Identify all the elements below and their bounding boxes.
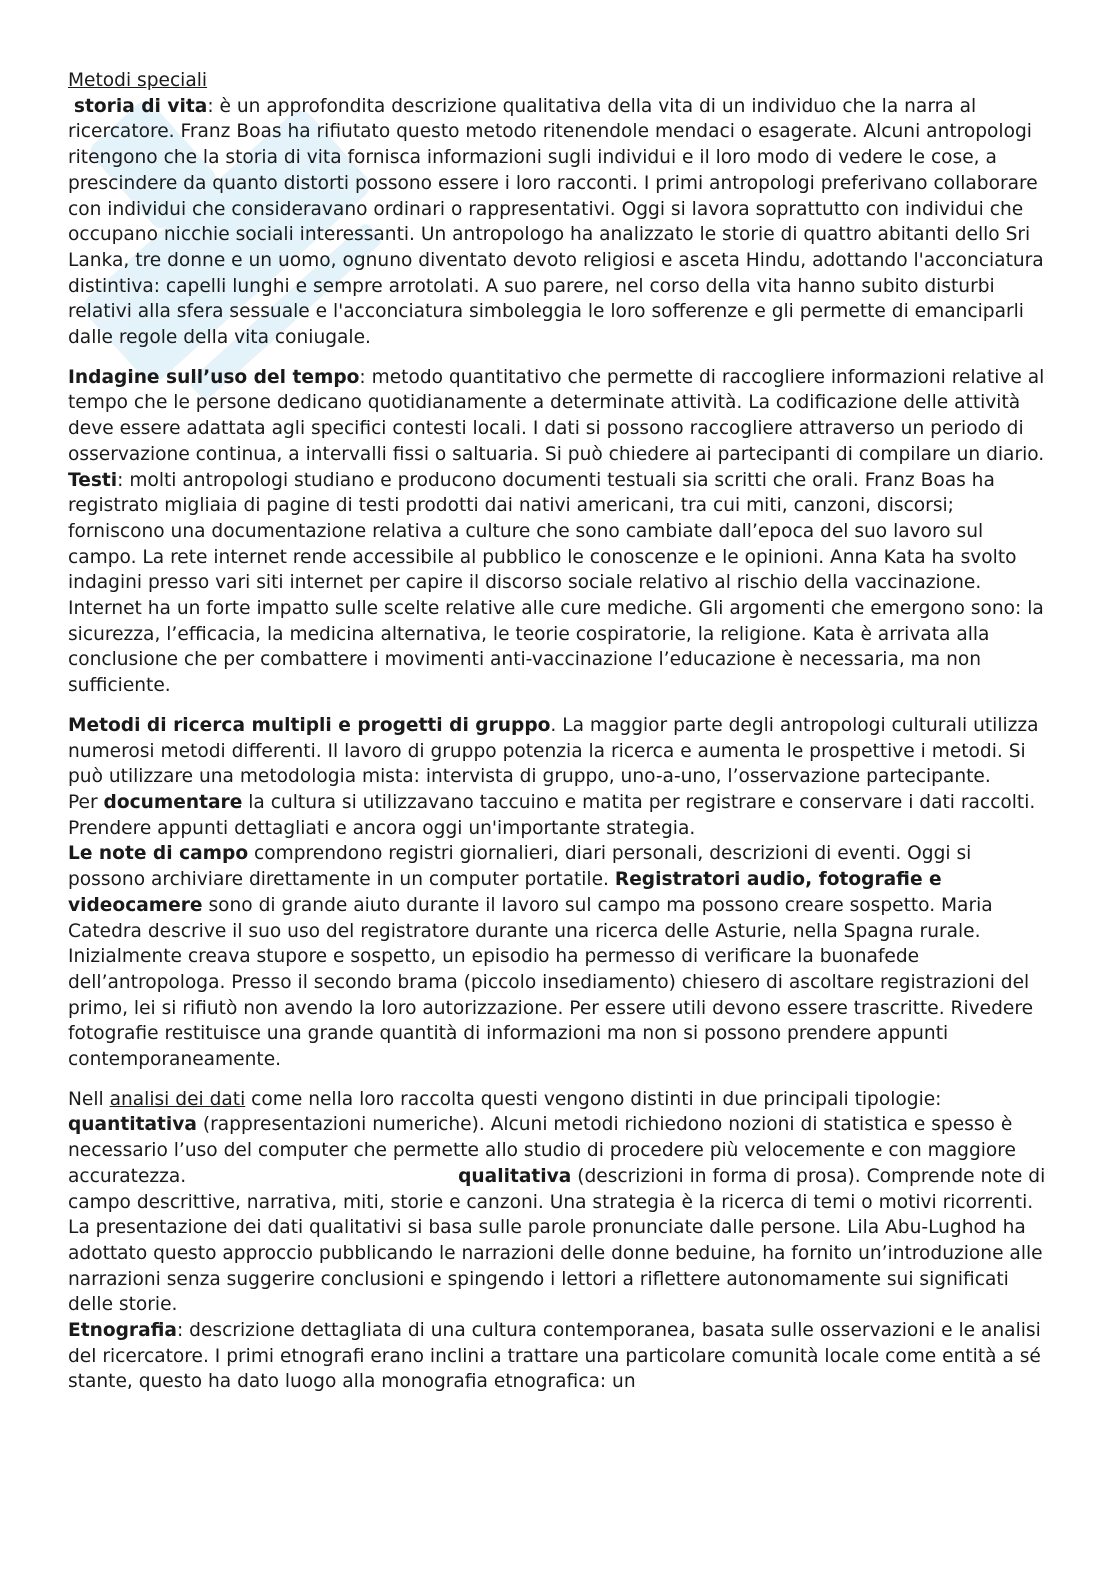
term-metodi-multipli: Metodi di ricerca multipli e progetti di gruppo (68, 714, 551, 736)
term-etnografia: Etnografia (68, 1320, 177, 1342)
pre-documentare: Per (68, 791, 104, 813)
paragraph-testi (68, 468, 1053, 699)
text-testi: : molti antropologi studiano e producono documenti testuali sia scritti che orali. Franz Boas ha registrato migliaia di pagine di testi prodotti dai nativi americani, tra cui miti, canzoni, discorsi; forniscono una documentazione relativa a culture che sono cambiate dall’epoca del suo lavoro sul campo. La rete internet rende accessibile al pubblico le conoscenze e le opinioni. Anna Kata ha svolto indagini presso vari siti internet per capire il discorso sociale relativo al rischio della vaccinazione. Internet ha un forte impatto sulle scelte relative alle cure mediche. Gli argomenti che emergono sono: la sicurezza, l’efficacia, la medicina alternativa, le teorie cospiratorie, la religione. Kata è arrivata alla conclusione che per combattere i movimenti anti-vaccinazione l’educazione è necessaria, ma non sufficiente. (68, 469, 1044, 697)
text-indagine-tempo: : metodo quantitativo che permette di raccogliere informazioni relative al tempo che le persone dedicano quotidianamente a determinate attività. La codificazione delle attività deve essere adattata agli specifici contesti locali. I dati si possono raccogliere attraverso un periodo di osservazione continua, a intervalli fissi o saltuaria. Si può chiedere ai partecipanti di compilare un diario. (68, 366, 1045, 465)
term-note-di-campo: Le note di campo (68, 843, 249, 865)
paragraph-documentare (68, 790, 1053, 841)
term-storia-di-vita: storia di vita (73, 95, 208, 117)
paragraph-etnografia (68, 1318, 1053, 1395)
text-metodi-multipli: . La maggior parte degli antropologi culturali utilizza numerosi metodi differenti. Il lavoro di gruppo potenzia la ricerca e aumenta le prospettive i metodi. Si può utilizzare una metodologia mista: intervista di gruppo, uno-a-uno, l’osservazione partecipante. (68, 714, 1039, 788)
term-registratori: Registratori audio, fotografie e videocamere (68, 869, 942, 916)
text-quantitativa: (rappresentazioni numeriche). Alcuni metodi richiedono nozioni di statistica e spesso è necessario l’uso del computer che permette allo studio di procedere più velocemente e con maggiore accuratezza. (68, 1114, 1016, 1187)
text-note-di-campo: comprendono registri giornalieri, diari personali, descrizioni di eventi. Oggi si possono archiviare direttamente in un computer portatile. (68, 843, 972, 891)
paragraph-metodi-multipli (68, 713, 1053, 790)
paragraph-analisi-dati (68, 1087, 1053, 1318)
term-quantitativa: quantitativa (68, 1114, 197, 1136)
text-qualitativa: (descrizioni in forma di prosa). Comprende note di campo descrittive, narrativa, miti, storie e canzoni. Una strategia è la ricerca di temi o motivi ricorrenti. La presentazione dei dati qualitativi si basa sulle parole pronunciate dalle persone. Lila Abu-Lughod ha adottato questo approccio pubblicando le narrazioni delle donne beduine, ha fornito un’introduzione alle narrazioni senza suggerire conclusioni e spingendo i lettori a riflettere autonomamente sui significati delle storie. (68, 1165, 1046, 1316)
text-analisi-1: come nella loro raccolta questi vengono distinti in due principali tipologie: (245, 1088, 942, 1110)
spacer (186, 1166, 458, 1187)
section-title: Metodi speciali (68, 70, 208, 91)
text-storia-di-vita: : è un approfondita descrizione qualitativa della vita di un individuo che la narra al ricercatore. Franz Boas ha rifiutato questo metodo ritenendole mendaci o esagerate. Alcuni antropologi ritengono che la storia di vita fornisca informazioni sugli individui e il loro modo di vedere le cose, a prescindere da quanto distorti possono essere i loro racconti. I primi antropologi preferivano collaborare con individui che consideravano ordinari o rappresentativi. Oggi si lavora soprattutto con individui che occupano nicchie sociali interessanti. Un antropologo ha analizzato le storie di quattro abitanti dello Sri Lanka, tre donne e un uomo, ognuno diventato devoto religiosi e asceta Hindu, adottando l'acconciatura distintiva: capelli lunghi e sempre arrotolati. A suo parere, nel corso della vita hanno subito disturbi relativi alla sfera sessuale e l'acconciatura simboleggia le loro sofferenze e gli permette di emanciparli dalle regole della vita coniugale. (68, 95, 1044, 349)
paragraph-indagine-tempo (68, 365, 1053, 468)
text-etnografia: : descrizione dettagliata di una cultura contemporanea, basata sulle osservazioni e le analisi del ricercatore. I primi etnografi erano inclini a trattare una particolare comunità locale come entità a sé stante, questo ha dato luogo alla monografia etnografica: un (68, 1320, 1041, 1393)
term-qualitativa: qualitativa (458, 1165, 572, 1187)
pre-analisi: Nell (68, 1088, 110, 1110)
term-analisi-dei-dati: analisi dei dati (109, 1088, 246, 1110)
term-documentare: documentare (103, 791, 243, 813)
text-registratori: sono di grande aiuto durante il lavoro sul campo ma possono creare sospetto. Maria Catedra descrive il suo uso del registratore durante una ricerca delle Asturie, nella Spagna rurale. Inizialmente creava stupore e sospetto, un episodio ha permesso di verificare la buonafede dell’antropologa. Presso il secondo brama (piccolo insediamento) chiesero di ascoltare registrazioni del primo, lei si rifiutò non avendo la loro autorizzazione. Per essere utili devono essere trascritte. Rivedere fotografie restituisce una grande quantità di informazioni ma non si possono prendere appunti contemporaneamente. (68, 894, 1034, 1071)
term-indagine-tempo: Indagine sull’uso del tempo (68, 366, 360, 388)
text-documentare: la cultura si utilizzavano taccuino e matita per registrare e conservare i dati raccolti. Prendere appunti dettagliati e ancora oggi un'importante strategia. (68, 791, 1036, 839)
document-page (68, 68, 1053, 1395)
paragraph-storia-di-vita (68, 94, 1053, 351)
paragraph-note-di-campo (68, 841, 1053, 1072)
term-testi: Testi (68, 469, 118, 491)
